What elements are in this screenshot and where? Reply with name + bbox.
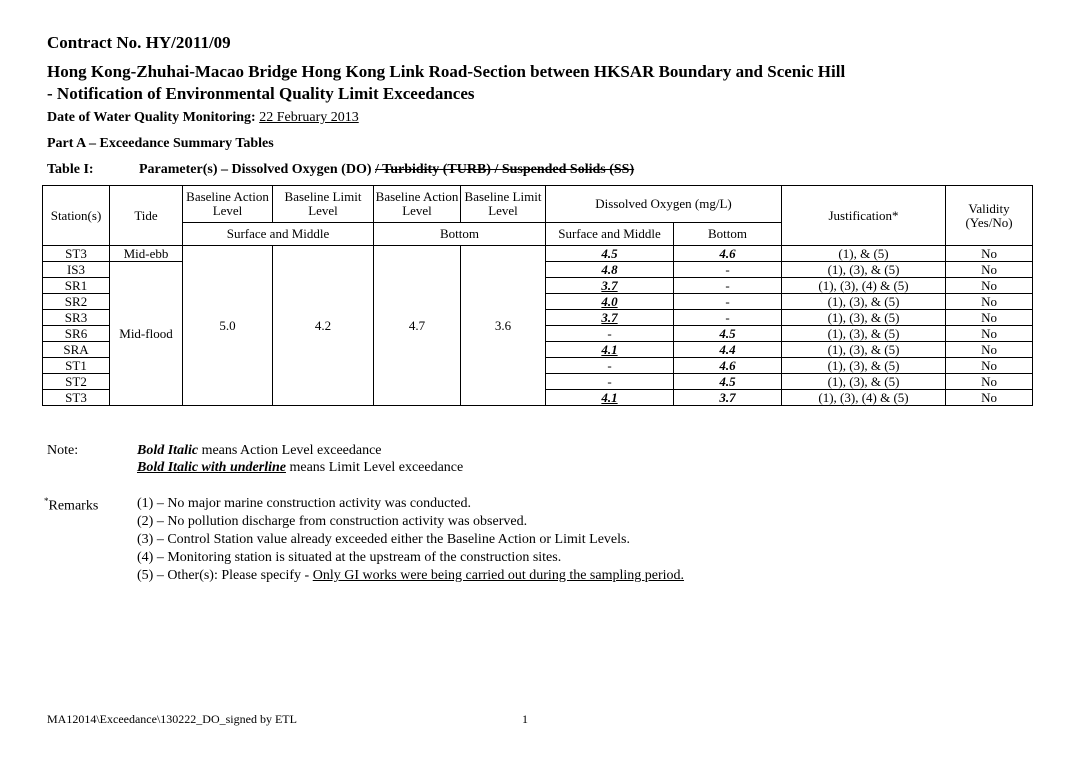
remark-item-5 bbox=[137, 568, 684, 584]
cell-do-bottom: - bbox=[674, 294, 782, 310]
cell-station: SR2 bbox=[43, 294, 110, 310]
footer-page-number: 1 bbox=[522, 712, 528, 726]
cell-validity: No bbox=[946, 246, 1033, 262]
cell-station: ST3 bbox=[43, 246, 110, 262]
cell-bottom-action-level: 4.7 bbox=[374, 246, 461, 406]
header-sm-limit-level: Baseline Limit Level bbox=[273, 186, 374, 223]
header-bottom: Bottom bbox=[374, 223, 546, 246]
footer-file-path: MA12014\Exceedance\130222_DO_signed by ETL bbox=[47, 712, 297, 726]
cell-do-surface-middle: 4.1 bbox=[546, 342, 674, 358]
cell-sm-action-level: 5.0 bbox=[183, 246, 273, 406]
monitoring-date-label: Date of Water Quality Monitoring: bbox=[47, 110, 256, 125]
table-caption bbox=[47, 162, 634, 178]
cell-sm-limit-level: 4.2 bbox=[273, 246, 374, 406]
cell-do-surface-middle: 4.5 bbox=[546, 246, 674, 262]
table-label: Table I: bbox=[47, 162, 94, 177]
note-limit-key: Bold Italic with underline bbox=[137, 460, 286, 475]
cell-do-surface-middle: - bbox=[546, 326, 674, 342]
cell-justification: (1), & (5) bbox=[782, 246, 946, 262]
table-parameter-struck: / Turbidity (TURB) / Suspended Solids (SS) bbox=[375, 162, 635, 177]
cell-validity: No bbox=[946, 278, 1033, 294]
note-action-key: Bold Italic bbox=[137, 443, 199, 458]
cell-station: ST3 bbox=[43, 390, 110, 406]
cell-station: IS3 bbox=[43, 262, 110, 278]
contract-number: Contract No. HY/2011/09 bbox=[47, 33, 231, 52]
cell-do-bottom: 4.5 bbox=[674, 326, 782, 342]
cell-do-surface-middle: 3.7 bbox=[546, 278, 674, 294]
cell-justification: (1), (3), (4) & (5) bbox=[782, 390, 946, 406]
table-parameter: Parameter(s) – Dissolved Oxygen (DO) bbox=[139, 162, 372, 177]
header-do-bottom: Bottom bbox=[674, 223, 782, 246]
cell-station: SRA bbox=[43, 342, 110, 358]
cell-validity: No bbox=[946, 326, 1033, 342]
cell-tide: Mid-flood bbox=[110, 262, 183, 406]
cell-do-surface-middle: 4.1 bbox=[546, 390, 674, 406]
cell-justification: (1), (3), & (5) bbox=[782, 294, 946, 310]
cell-do-bottom: 4.6 bbox=[674, 246, 782, 262]
note-action-text: means Action Level exceedance bbox=[198, 443, 382, 458]
cell-do-bottom: - bbox=[674, 310, 782, 326]
remark-5-detail: Only GI works were being carried out during the sampling period. bbox=[312, 568, 685, 583]
cell-justification: (1), (3), (4) & (5) bbox=[782, 278, 946, 294]
cell-do-bottom: 4.5 bbox=[674, 374, 782, 390]
cell-station: SR6 bbox=[43, 326, 110, 342]
cell-do-surface-middle: 4.8 bbox=[546, 262, 674, 278]
remark-item: (1) – No major marine construction activity was conducted. bbox=[137, 496, 471, 511]
document-subtitle: - Notification of Environmental Quality Limit Exceedances bbox=[47, 84, 475, 103]
cell-do-bottom: 4.4 bbox=[674, 342, 782, 358]
cell-validity: No bbox=[946, 342, 1033, 358]
monitoring-date-line bbox=[47, 110, 359, 126]
cell-station: SR3 bbox=[43, 310, 110, 326]
cell-validity: No bbox=[946, 310, 1033, 326]
cell-station: ST2 bbox=[43, 374, 110, 390]
cell-do-bottom: - bbox=[674, 278, 782, 294]
cell-validity: No bbox=[946, 262, 1033, 278]
cell-do-surface-middle: 4.0 bbox=[546, 294, 674, 310]
table-body bbox=[43, 246, 1033, 406]
cell-tide: Mid-ebb bbox=[110, 246, 183, 262]
cell-justification: (1), (3), & (5) bbox=[782, 310, 946, 326]
cell-validity: No bbox=[946, 294, 1033, 310]
cell-validity: No bbox=[946, 358, 1033, 374]
cell-do-surface-middle: 3.7 bbox=[546, 310, 674, 326]
cell-do-bottom: - bbox=[674, 262, 782, 278]
exceedance-table bbox=[42, 185, 1033, 406]
remark-item: (4) – Monitoring station is situated at the upstream of the construction sites. bbox=[137, 550, 562, 565]
cell-justification: (1), (3), & (5) bbox=[782, 374, 946, 390]
header-sm-action-level: Baseline Action Level bbox=[183, 186, 273, 223]
cell-do-bottom: 3.7 bbox=[674, 390, 782, 406]
cell-do-bottom: 4.6 bbox=[674, 358, 782, 374]
cell-justification: (1), (3), & (5) bbox=[782, 342, 946, 358]
cell-do-surface-middle: - bbox=[546, 358, 674, 374]
document-title: Hong Kong-Zhuhai-Macao Bridge Hong Kong Link Road-Section between HKSAR Boundary and Scenic Hill bbox=[47, 62, 846, 81]
note-limit-text: means Limit Level exceedance bbox=[285, 460, 464, 475]
note-label: Note: bbox=[47, 443, 79, 458]
header-do-surface-middle: Surface and Middle bbox=[546, 223, 674, 246]
cell-do-surface-middle: - bbox=[546, 374, 674, 390]
cell-station: SR1 bbox=[43, 278, 110, 294]
table-row bbox=[43, 246, 1033, 262]
remark-5-prefix: (5) – Other(s): Please specify - bbox=[137, 568, 313, 583]
header-validity: Validity (Yes/No) bbox=[946, 186, 1033, 246]
header-station: Station(s) bbox=[43, 186, 110, 246]
cell-validity: No bbox=[946, 390, 1033, 406]
monitoring-date-value: 22 February 2013 bbox=[259, 110, 359, 125]
cell-bottom-limit-level: 3.6 bbox=[461, 246, 546, 406]
note-action-level bbox=[137, 443, 382, 459]
remarks-marker: * bbox=[44, 496, 49, 506]
cell-station: ST1 bbox=[43, 358, 110, 374]
header-dissolved-oxygen: Dissolved Oxygen (mg/L) bbox=[546, 186, 782, 223]
remarks-label-text: Remarks bbox=[48, 498, 99, 514]
header-surface-middle: Surface and Middle bbox=[183, 223, 374, 246]
remark-item: (3) – Control Station value already exceeded either the Baseline Action or Limit Levels. bbox=[137, 532, 630, 547]
part-heading: Part A – Exceedance Summary Tables bbox=[47, 136, 274, 151]
header-justification: Justification* bbox=[782, 186, 946, 246]
header-tide: Tide bbox=[110, 186, 183, 246]
note-limit-level bbox=[137, 460, 463, 476]
header-bottom-action-level: Baseline Action Level bbox=[374, 186, 461, 223]
cell-justification: (1), (3), & (5) bbox=[782, 358, 946, 374]
header-bottom-limit-level: Baseline Limit Level bbox=[461, 186, 546, 223]
cell-justification: (1), (3), & (5) bbox=[782, 262, 946, 278]
cell-justification: (1), (3), & (5) bbox=[782, 326, 946, 342]
remark-item: (2) – No pollution discharge from construction activity was observed. bbox=[137, 514, 528, 529]
cell-validity: No bbox=[946, 374, 1033, 390]
remarks-label bbox=[44, 496, 98, 515]
